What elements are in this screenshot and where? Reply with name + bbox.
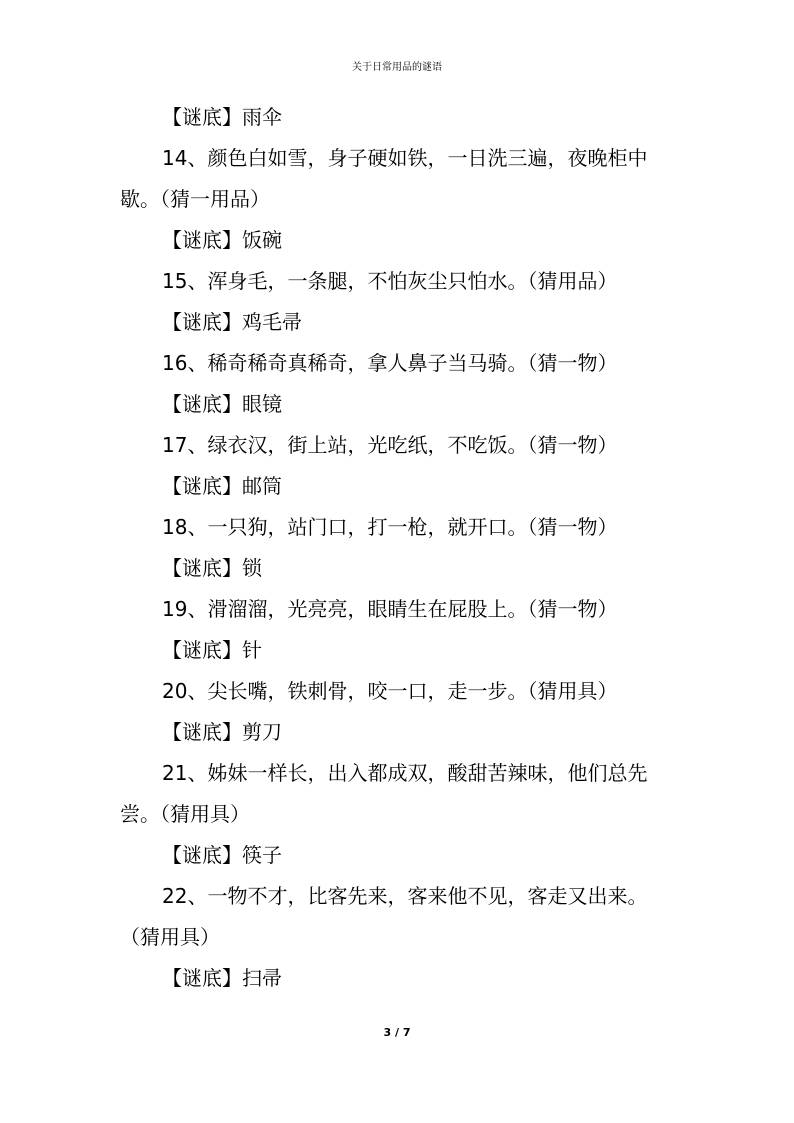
riddle-line: 17、绿衣汉，街上站，光吃纸，不吃饭。（猜一物） (162, 433, 618, 457)
answer-line: 【谜底】筷子 (162, 843, 282, 867)
riddle-line-continued: （猜用具） (120, 925, 220, 949)
riddle-line: 22、一物不才，比客先来，客来他不见，客走又出来。 (162, 884, 648, 908)
answer-line: 【谜底】剪刀 (162, 720, 282, 744)
answer-line: 【谜底】邮筒 (162, 474, 282, 498)
riddle-line: 21、姊妹一样长，出入都成双，酸甜苦辣味，他们总先 (162, 761, 648, 785)
answer-line: 【谜底】雨伞 (162, 105, 282, 129)
riddle-line-continued: 尝。（猜用具） (120, 802, 250, 826)
riddle-line: 20、尖长嘴，铁刺骨，咬一口，走一步。（猜用具） (162, 679, 618, 703)
answer-line: 【谜底】眼镜 (162, 392, 282, 416)
riddle-line: 19、滑溜溜，光亮亮，眼睛生在屁股上。（猜一物） (162, 597, 618, 621)
riddle-line: 16、稀奇稀奇真稀奇，拿人鼻子当马骑。（猜一物） (162, 351, 618, 375)
riddle-line: 15、浑身毛，一条腿，不怕灰尘只怕水。（猜用品） (162, 269, 618, 293)
answer-line: 【谜底】针 (162, 638, 262, 662)
document-body (120, 97, 676, 999)
answer-line: 【谜底】锁 (162, 556, 262, 580)
riddle-line: 18、一只狗，站门口，打一枪，就开口。（猜一物） (162, 515, 618, 539)
riddle-line: 14、颜色白如雪，身子硬如铁，一日洗三遍，夜晚柜中 (162, 146, 648, 170)
riddle-line-continued: 歇。（猜一用品） (120, 187, 270, 211)
answer-line: 【谜底】扫帚 (162, 966, 282, 990)
answer-line: 【谜底】鸡毛帚 (162, 310, 302, 334)
answer-line: 【谜底】饭碗 (162, 228, 282, 252)
page-header: 关于日常用品的谜语 (352, 62, 442, 73)
page-number: 3 / 7 (383, 1026, 411, 1039)
